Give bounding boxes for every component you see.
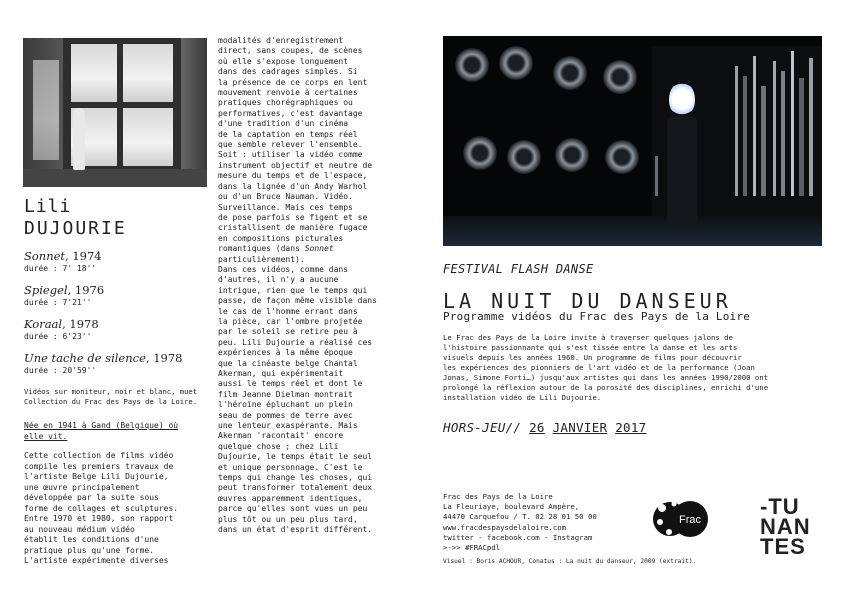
frac-logo-mark: [652, 494, 708, 544]
text-line: développée par la suite sous: [24, 493, 159, 502]
text-line: film Jeanne Dielman montrait: [218, 389, 353, 399]
work-title: Koraal, 1978: [24, 317, 99, 331]
event-date-line: [443, 420, 647, 435]
text-line: aussi le temps réel et dont le: [218, 379, 363, 389]
contact-line: La Fleuriaye, boulevard Ampère,: [443, 502, 580, 512]
event-prefix: HORS-JEU//: [443, 420, 522, 435]
text-line: l'histoire passionnante qui s'est tissée entre la danse et les arts: [443, 343, 738, 352]
text-line: ou d'un Bruce Nauman. Vidéo.: [218, 192, 353, 202]
text-line: le cas de l'homme errant dans: [218, 306, 358, 316]
text-line: peu. Lili Dujourie a réalisé ces: [218, 337, 373, 347]
text-line: expériences à la même époque: [218, 348, 353, 358]
text-line: Soit : utiliser la vidéo comme: [218, 150, 363, 160]
contact-block: [443, 492, 597, 553]
work-duration: durée : 7' 18'': [24, 264, 97, 273]
tunantes-logo: -TU NAN TES: [760, 494, 811, 559]
work-duration: durée : 6'23'': [24, 332, 92, 341]
contact-line: www.fracdespaysdelaloire.com: [443, 522, 567, 532]
text-line: l'artiste Belge Lili Dujourie,: [24, 472, 169, 481]
work-title: Une tache de silence, 1978: [24, 351, 183, 365]
festival-label: FESTIVAL FLASH DANSE: [443, 262, 594, 276]
text-line: la pièce, car l'ombre projetée: [218, 316, 363, 326]
text-line: Dujourie, le temps était le seul: [218, 452, 373, 462]
text-line: où elle s'expose longuement: [218, 56, 349, 66]
text-line: Dans ces vidéos, comme dans: [218, 264, 349, 274]
text-line: pratiques chorégraphiques ou: [218, 98, 353, 108]
text-line: et unique personnage. C'est le: [218, 462, 363, 472]
text-line: que la cinéaste belge Chantal: [218, 358, 358, 368]
text-line: direct, sans coupes, de scènes: [218, 46, 363, 56]
text-line: intrigue, rien que le temps qui: [218, 285, 368, 295]
contact-line: 44470 Carquefou / T. 02 28 01 50 00: [443, 512, 597, 522]
contact-line: >->> #FRACpdl: [443, 543, 501, 553]
text-line: plus tôt ou un peu plus tard,: [218, 514, 358, 524]
text-line: les expériences des pionniers de l'art vidéo et de la performance (Joan: [443, 363, 755, 372]
work-duration: durée : 7'21'': [24, 298, 92, 307]
event-day: 26: [529, 420, 545, 435]
text-line: par le soleil se retire peu à: [218, 327, 358, 337]
text-line: passe, de façon même visible dans: [218, 296, 377, 306]
text-line: Akerman, qui expérimentait: [218, 369, 344, 378]
essay-text: [218, 36, 400, 536]
collection-text: [24, 451, 210, 567]
photo-dancer-library: [443, 36, 822, 246]
text-line: de la captation en temps réel: [218, 129, 358, 139]
event-month: JANVIER: [552, 420, 608, 435]
text-line: modalités d'enregistrement: [218, 36, 344, 45]
text-line: d'une tradition d'un cinéma: [218, 119, 349, 129]
text-line: la présence de ce corps en lent: [218, 77, 368, 87]
text-line: Cette collection de films vidéo: [24, 451, 174, 460]
text-line: Surveillance. Mais ces temps: [218, 202, 353, 212]
text-line: Akerman 'racontait' encore: [218, 431, 344, 441]
glowing-lamp-head: [669, 82, 695, 116]
contact-line: twitter - facebook.com - Instagram: [443, 532, 593, 542]
text-line: au nouveau médium vidéo: [24, 524, 135, 534]
text-line: une œuvre principalement: [24, 482, 140, 492]
frac-logo: [652, 494, 708, 544]
text-line: prolongé la réflexion autour de la porosité des disciplines, enrichi d'une: [443, 383, 769, 392]
main-title: LA NUIT DU DANSEUR: [443, 289, 732, 313]
text-line: visuels depuis les années 1960. Un programme de films pour découvrir: [443, 353, 742, 362]
text-line: Jonas, Simone Forti…) jusqu'aux artistes qui dans les années 1990/2000 ont: [443, 373, 769, 382]
work-title: Spiegel, 1976: [24, 283, 105, 297]
video-note: Vidéos sur moniteur, noir et blanc, muet Collection du Frac des Pays de la Loire.: [24, 387, 198, 406]
text-line: romantiques (dans Sonnet: [218, 244, 334, 254]
text-line: L'artiste expérimente diverses: [24, 556, 169, 565]
frac-logo-text: Frac: [679, 514, 701, 526]
text-line: pratique plus qu'une forme.: [24, 545, 155, 555]
dancer-figure: [667, 116, 697, 226]
text-line: mouvement renvoie à certaines: [218, 88, 358, 98]
text-line: compile les premiers travaux de: [24, 461, 174, 471]
text-line: une lenteur exaspérante. Mais: [218, 421, 358, 431]
text-line: de pose parfois se figent et se: [218, 212, 368, 222]
text-line: l'héroïne épluchant un plein: [218, 400, 353, 410]
text-line: dans des cadrages simples. Si: [218, 67, 358, 77]
text-line: quelque chose ; chez Lili: [218, 441, 339, 451]
text-line: performatives, c'est davantage: [218, 108, 363, 118]
text-line: dans un état d'esprit différent.: [218, 525, 373, 535]
event-year: 2017: [615, 420, 647, 435]
text-line: forme de collages et sculptures.: [24, 503, 179, 513]
work-duration: durée : 20'59'': [24, 366, 97, 375]
text-line: Le Frac des Pays de la Loire invite à traverser quelques jalons de: [443, 333, 733, 342]
text-line: parce qu'elles sont vues un peu: [218, 504, 368, 514]
text-line: d'autres, il n'y a aucune: [218, 275, 339, 285]
text-line: installation vidéo de Lili Dujourie.: [443, 393, 602, 402]
text-line: établit les conditions d'une: [24, 535, 159, 544]
text-line: peut transformer totalement deux: [218, 483, 373, 493]
contact-line: Frac des Pays de la Loire: [443, 492, 553, 501]
text-line: particulièrement).: [218, 254, 305, 264]
text-line: instrument objectif et neutre de: [218, 160, 373, 170]
text-line: cristallisent de manière fugace: [218, 223, 368, 233]
artist-last-name: DUJOURIE: [24, 218, 127, 239]
standing-figure: [73, 108, 85, 170]
artist-first-name: Lili: [24, 196, 72, 217]
image-credits: Visuel : Boris ACHOUR, Conatus : La nuit du danseur, 2009 (extrait).: [443, 558, 697, 565]
text-line: œuvres apparemment identiques,: [218, 493, 363, 503]
text-line: seau de pommes de terre avec: [218, 410, 353, 420]
birth-note: Née en 1941 à Gand (Belgique) où elle vit.: [24, 421, 179, 441]
text-line: en compositions picturales: [218, 233, 344, 243]
subtitle: Programme vidéos du Frac des Pays de la Loire: [443, 310, 751, 323]
work-title: Sonnet, 1974: [24, 249, 102, 263]
text-line: Entre 1970 et 1980, son rapport: [24, 514, 174, 523]
text-line: dans la lignée d'un Andy Warhol: [218, 181, 368, 191]
text-line: mesure du temps et de l'espace,: [218, 171, 368, 181]
photo-window-interior: [23, 38, 207, 187]
text-line: temps qui change les choses, qui: [218, 473, 373, 483]
text-line: que semble relever l'ensemble.: [218, 140, 363, 150]
intro-text: [443, 333, 823, 403]
